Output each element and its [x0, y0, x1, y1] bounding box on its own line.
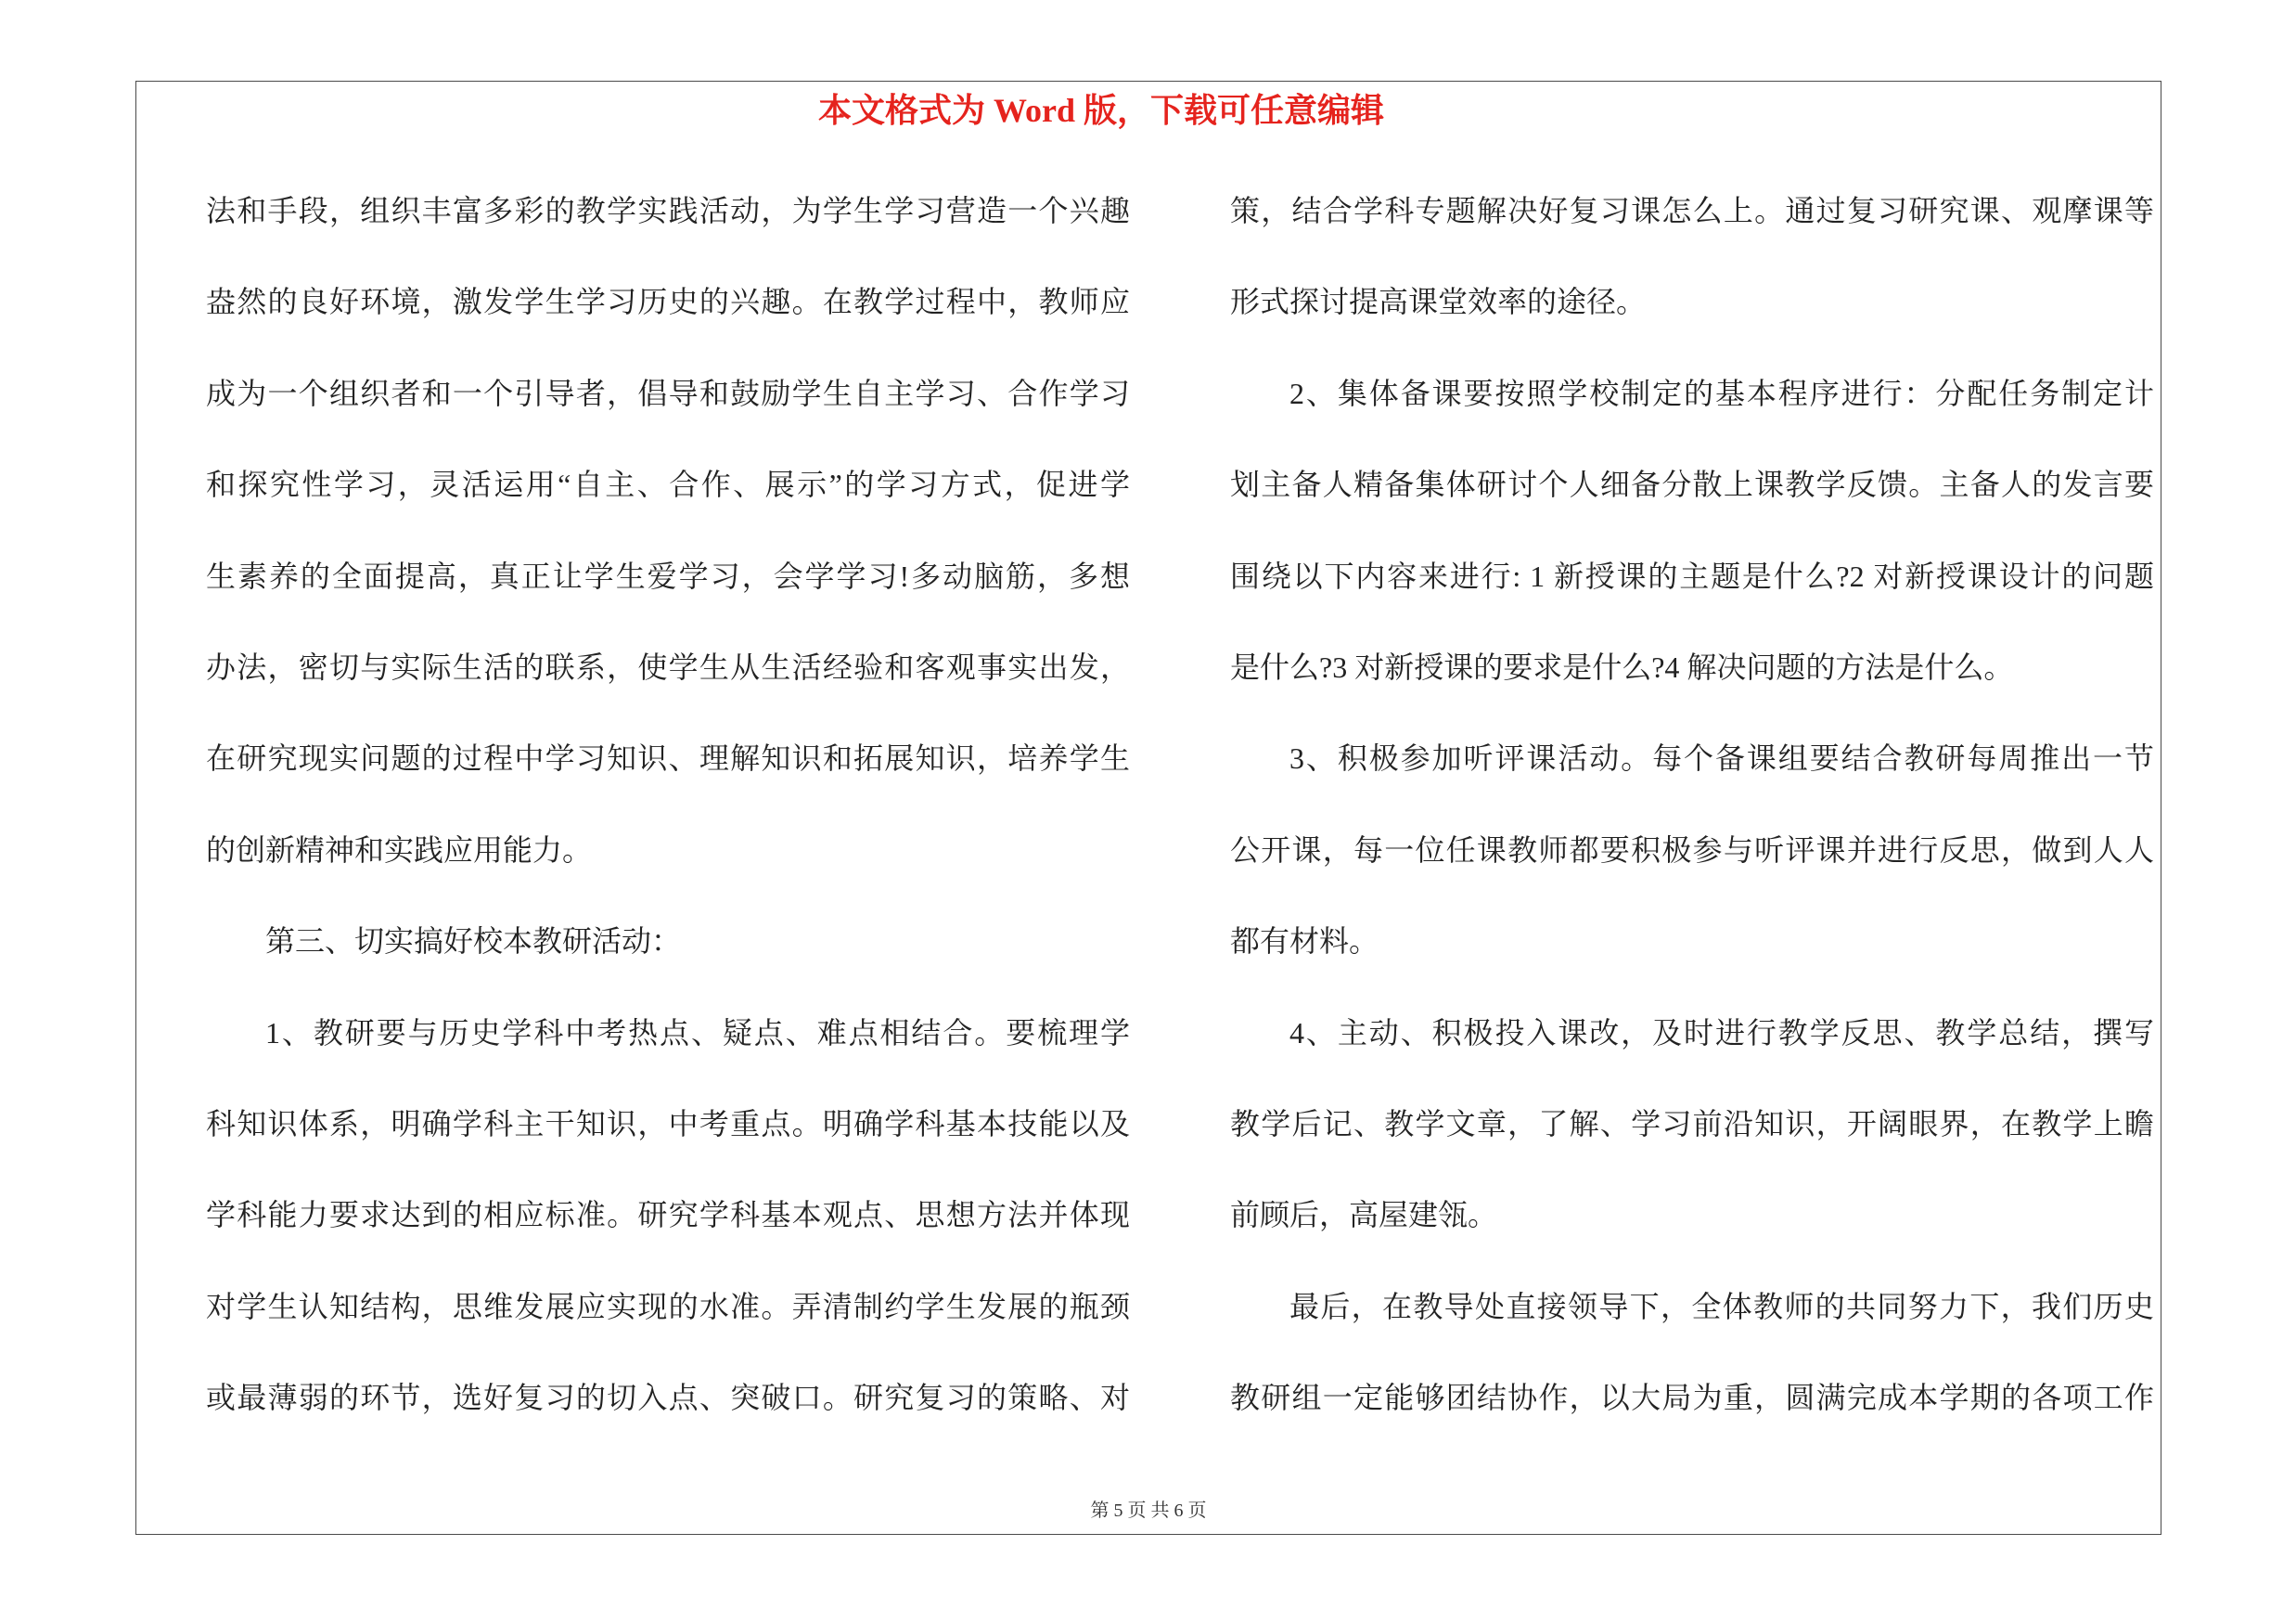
right-column-line: 教研组一定能够团结协作，以大局为重，圆满完成本学期的各项工作 [1230, 1381, 2154, 1415]
left-column-line: 办法，密切与实际生活的联系，使学生从生活经验和客观事实出发， [206, 650, 1130, 684]
right-column-line: 公开课，每一位任课教师都要积极参与听评课并进行反思，做到人人 [1230, 832, 2154, 867]
left-column-line: 或最薄弱的环节，选好复习的切入点、突破口。研究复习的策略、对 [206, 1381, 1130, 1415]
right-column-line: 是什么?3 对新授课的要求是什么?4 解决问题的方法是什么。 [1230, 650, 2014, 684]
right-column-line: 围绕以下内容来进行: 1 新授课的主题是什么?2 对新授课设计的问题 [1230, 559, 2154, 593]
left-column-line: 科知识体系，明确学科主干知识，中考重点。明确学科基本技能以及 [206, 1106, 1130, 1140]
right-text-column [1230, 165, 2154, 1443]
page-number: 第 5 页 共 6 页 [1090, 1501, 1207, 1521]
right-column-line: 3、积极参加听评课活动。每个备课组要结合教研每周推出一节 [1289, 741, 2154, 776]
left-column-line: 法和手段，组织丰富多彩的教学实践活动，为学生学习营造一个兴趣 [206, 194, 1130, 227]
left-column-line: 生素养的全面提高，真正让学生爱学习，会学学习!多动脑筋，多想 [206, 559, 1130, 593]
right-column-line: 前顾后，高屋建瓴。 [1230, 1198, 1498, 1232]
right-column-line: 教学后记、教学文章，了解、学习前沿知识，开阔眼界，在教学上瞻 [1230, 1106, 2154, 1140]
left-column-line: 和探究性学习，灵活运用“自主、合作、展示”的学习方式，促进学 [206, 468, 1130, 502]
right-column-line: 都有材料。 [1230, 924, 1379, 959]
section-heading: 第三、切实搞好校本教研活动： [265, 924, 682, 959]
right-column-line: 4、主动、积极投入课改，及时进行教学反思、教学总结，撰写 [1289, 1015, 2154, 1050]
left-column-line: 学科能力要求达到的相应标准。研究学科基本观点、思想方法并体现 [206, 1198, 1130, 1232]
right-column-line: 划主备人精备集体研讨个人细备分散上课教学反馈。主备人的发言要 [1230, 468, 2154, 502]
left-column-line: 在研究现实问题的过程中学习知识、理解知识和拓展知识，培养学生 [206, 741, 1130, 776]
right-column-line: 2、集体备课要按照学校制定的基本程序进行：分配任务制定计 [1289, 376, 2154, 410]
left-column-line: 盎然的良好环境，激发学生学习历史的兴趣。在教学过程中，教师应 [206, 285, 1130, 319]
left-text-column [206, 165, 1130, 1443]
right-column-line: 形式探讨提高课堂效率的途径。 [1230, 285, 1647, 319]
right-column-line: 策，结合学科专题解决好复习课怎么上。通过复习研究课、观摩课等 [1230, 194, 2154, 227]
left-column-line: 的创新精神和实践应用能力。 [206, 832, 593, 867]
left-column-line: 1、教研要与历史学科中考热点、疑点、难点相结合。要梳理学 [265, 1015, 1130, 1050]
right-column-line: 最后，在教导处直接领导下，全体教师的共同努力下，我们历史 [1289, 1289, 2154, 1323]
format-notice: 本文格式为 Word 版，下载可任意编辑 [817, 92, 1384, 129]
left-column-line: 成为一个组织者和一个引导者，倡导和鼓励学生自主学习、合作学习 [206, 376, 1130, 410]
left-column-line: 对学生认知结构，思维发展应实现的水准。弄清制约学生发展的瓶颈 [206, 1289, 1130, 1323]
